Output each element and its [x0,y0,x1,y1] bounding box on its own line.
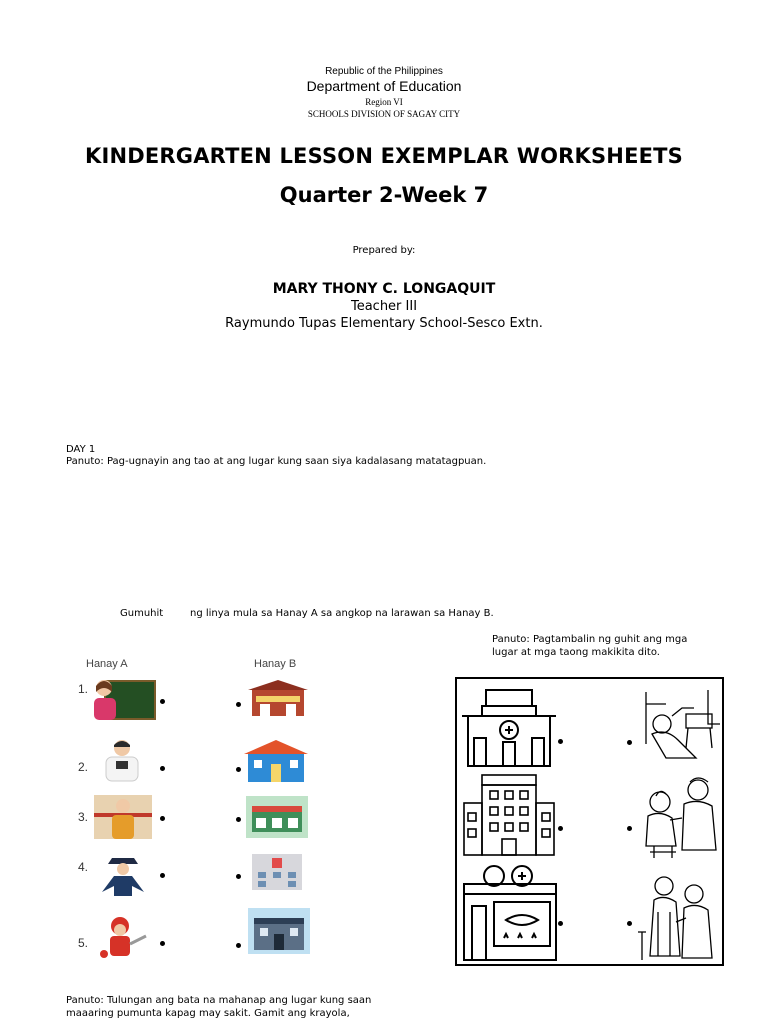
market-image [246,796,308,838]
author-school: Raymundo Tupas Elementary School-Sesco Extn. [225,316,543,331]
item-number: 4. [78,860,89,874]
firefighter-image [96,914,152,962]
match-dot[interactable] [160,766,165,771]
item-number: 2. [78,760,89,774]
doctor-image [94,737,150,783]
activity-b-instruction: Panuto: Pagtambalin ng guhit ang mga lugar at mga taong makikita dito. [492,634,688,658]
hospital-image [246,850,308,892]
school-image [244,740,308,784]
day-label: DAY 1 [66,444,96,455]
activity-c-instruction: Panuto: Tulungan ang bata na mahanap ang lugar kung saan maaaring pumunta kapag may sakit. Gamit ang krayola, [66,995,372,1019]
dentist-illustration [636,684,722,764]
chef-image [94,795,152,839]
region-line: Region VI [365,97,403,107]
item-number: 5. [78,936,89,950]
doctor-patient-illustration [636,772,722,860]
match-dot[interactable] [558,739,563,744]
match-dot[interactable] [236,702,241,707]
match-dot[interactable] [627,921,632,926]
restaurant-image [248,678,308,718]
prepared-by-label: Prepared by: [352,245,416,256]
match-dot[interactable] [627,826,632,831]
match-dot[interactable] [236,874,241,879]
match-dot[interactable] [160,873,165,878]
match-dot[interactable] [558,921,563,926]
clinic-building-image [460,686,558,768]
match-dot[interactable] [236,943,241,948]
police-station-image [248,908,310,954]
match-dot[interactable] [160,941,165,946]
quarter-title: Quarter 2-Week 7 [279,183,489,207]
match-dot[interactable] [160,699,165,704]
nurse-patient-illustration [636,872,722,962]
activity-a-instruction-rest: ng linya mula sa Hanay A sa angkop na larawan sa Hanay B. [190,608,494,619]
match-dot[interactable] [627,740,632,745]
item-number: 1. [78,682,89,696]
document-title: KINDERGARTEN LESSON EXEMPLAR WORKSHEETS [84,144,684,168]
match-dot[interactable] [236,767,241,772]
column-b-header: Hanay B [254,658,297,670]
teacher-image [86,676,126,724]
column-a-header: Hanay A [86,658,128,670]
activity-a-instruction-start: Gumuhit [120,608,164,619]
department-line: Department of Education [306,78,462,94]
police-officer-image [94,852,152,898]
day1-instruction: Panuto: Pag-ugnayin ang tao at ang lugar kung saan siya kadalasang matatagpuan. [66,456,487,467]
author-role: Teacher III [350,299,418,314]
dental-clinic-image [462,862,558,962]
division-line: SCHOOLS DIVISION OF SAGAY CITY [307,109,461,119]
match-dot[interactable] [558,826,563,831]
match-dot[interactable] [236,817,241,822]
country-line: Republic of the Philippines [325,66,443,77]
hospital-building-image [462,773,558,857]
item-number: 3. [78,810,89,824]
author-name: MARY THONY C. LONGAQUIT [272,281,496,297]
match-dot[interactable] [160,816,165,821]
